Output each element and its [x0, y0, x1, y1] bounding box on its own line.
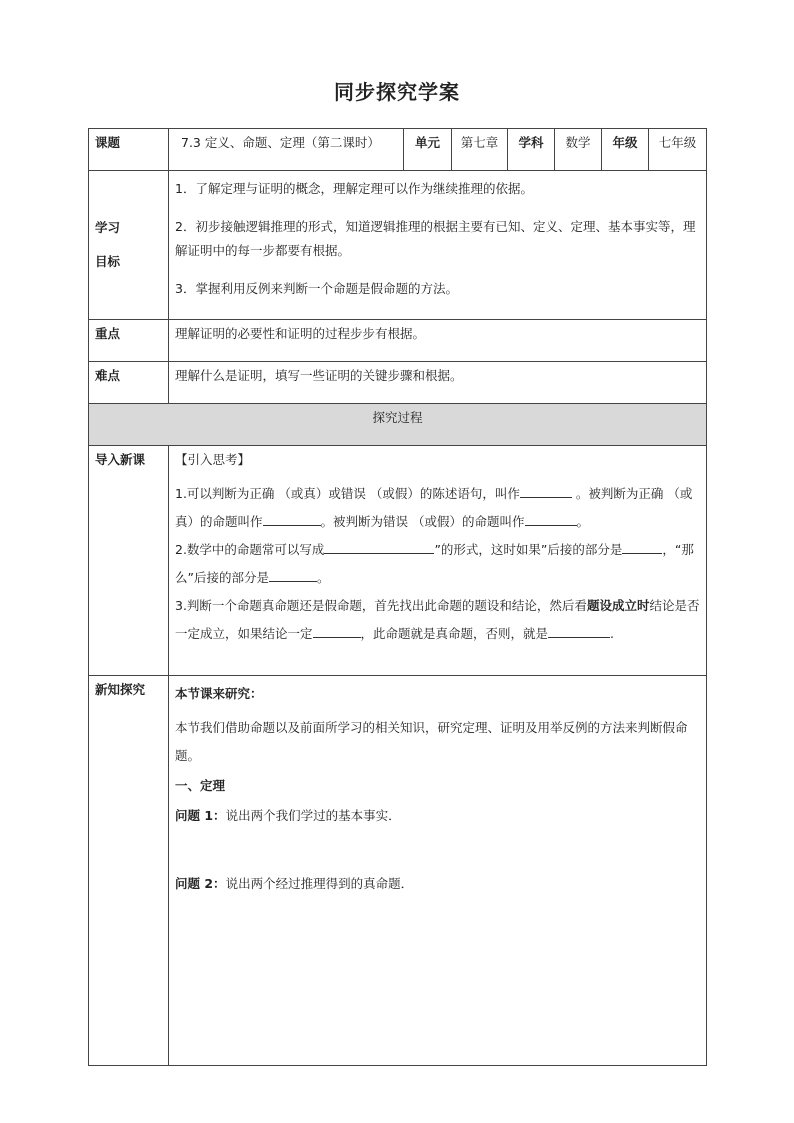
- section-theorem: 一、定理: [175, 778, 226, 793]
- new-knowledge-content: [169, 676, 707, 1066]
- q1-text-b: 。被判断为正确 （或真）的命题叫作: [175, 486, 693, 529]
- intro-content: [169, 446, 707, 676]
- q1-text-d: 。: [576, 514, 590, 529]
- topic-value: 7.3 定义、命题、定理（第二课时）: [169, 129, 404, 171]
- question-2: [175, 870, 700, 898]
- difficult-point-row: [89, 362, 707, 404]
- question-2-label: 问题 2：: [175, 876, 226, 891]
- goals-label-line1: 学习: [95, 220, 121, 235]
- question-1: [175, 802, 700, 830]
- q3-text-c: ，此命题就是真命题，否则，就是: [360, 626, 549, 641]
- topic-label: 课题: [89, 129, 169, 171]
- grade-value: 七年级: [649, 129, 707, 171]
- q1-text-a: 1.可以判断为正确 （或真）或错误 （或假）的陈述语句，叫作: [175, 486, 520, 501]
- new-knowledge-row: [89, 676, 707, 1066]
- new-knowledge-label: 新知探究: [89, 676, 169, 1066]
- q2-text-a: 2.数学中的命题常可以写成: [175, 542, 325, 557]
- process-header: 探究过程: [89, 404, 707, 446]
- unit-label: 单元: [404, 129, 452, 171]
- key-point-text: 理解证明的必要性和证明的过程步步有根据。: [169, 320, 707, 362]
- q2-text-d: 。: [316, 570, 330, 585]
- intro-question-3: [175, 592, 700, 648]
- page-title: 同步探究学案: [334, 80, 460, 104]
- intro-question-2: [175, 536, 700, 592]
- intro-question-1: [175, 480, 700, 536]
- answer-space: [175, 830, 700, 870]
- question-1-label: 问题 1：: [175, 808, 226, 823]
- process-header-row: [89, 404, 707, 446]
- new-knowledge-paragraph: 本节我们借助命题以及前面所学习的相关知识，研究定理、证明及用举反例的方法来判断假命题。: [175, 720, 688, 763]
- answer-blank: [263, 511, 321, 526]
- unit-value: 第七章: [452, 129, 508, 171]
- key-point-label: 重点: [89, 320, 169, 362]
- header-row: [89, 129, 707, 171]
- q2-text-c: ，“那么”后接的部分是: [175, 542, 694, 585]
- goals-row: [89, 171, 707, 320]
- new-knowledge-heading: 本节课来研究：: [175, 686, 263, 701]
- answer-blank: [269, 567, 317, 582]
- q3-text-d: .: [610, 626, 615, 641]
- question-2-text: 说出两个经过推理得到的真命题．: [225, 876, 414, 891]
- subject-label: 学科: [508, 129, 555, 171]
- goals-content: [169, 171, 707, 320]
- difficult-point-text: 理解什么是证明，填写一些证明的关键步骤和根据。: [169, 362, 707, 404]
- answer-blank: [525, 511, 577, 526]
- goals-label-line2: 目标: [95, 254, 121, 269]
- grade-label: 年级: [602, 129, 649, 171]
- question-1-text: 说出两个我们学过的基本事实．: [225, 808, 401, 823]
- answer-blank: [548, 623, 610, 638]
- answer-blank: [313, 623, 361, 638]
- key-point-row: [89, 320, 707, 362]
- goal-item: 1．了解定理与证明的概念，理解定理可以作为继续推理的依据。: [175, 181, 533, 196]
- intro-label: 导入新课: [89, 446, 169, 676]
- difficult-point-label: 难点: [89, 362, 169, 404]
- q2-text-b: ”的形式，这时如果”后接的部分是: [434, 542, 623, 557]
- answer-blank: [520, 483, 572, 498]
- q1-text-c: 。被判断为错误 （或假）的命题叫作: [320, 514, 525, 529]
- q3-bold-text: 题设成立时: [586, 598, 650, 613]
- answer-blank: [622, 539, 662, 554]
- lesson-plan-table: [88, 128, 707, 1066]
- q3-text-a: 3.判断一个命题真命题还是假命题，首先找出此命题的题设和结论，然后看: [175, 598, 587, 613]
- answer-blank: [324, 539, 434, 554]
- intro-heading: 【引入思考】: [175, 452, 251, 467]
- goals-label: [89, 171, 169, 320]
- goal-item: 2．初步接触逻辑推理的形式，知道逻辑推理的根据主要有已知、定义、定理、基本事实等，理解证明中的每一步都要有根据。: [175, 219, 696, 258]
- subject-value: 数学: [555, 129, 602, 171]
- goal-item: 3．掌握利用反例来判断一个命题是假命题的方法。: [175, 281, 458, 296]
- intro-row: [89, 446, 707, 676]
- q3-text-b: 结论是否一定成立，如果结论一定: [175, 598, 700, 641]
